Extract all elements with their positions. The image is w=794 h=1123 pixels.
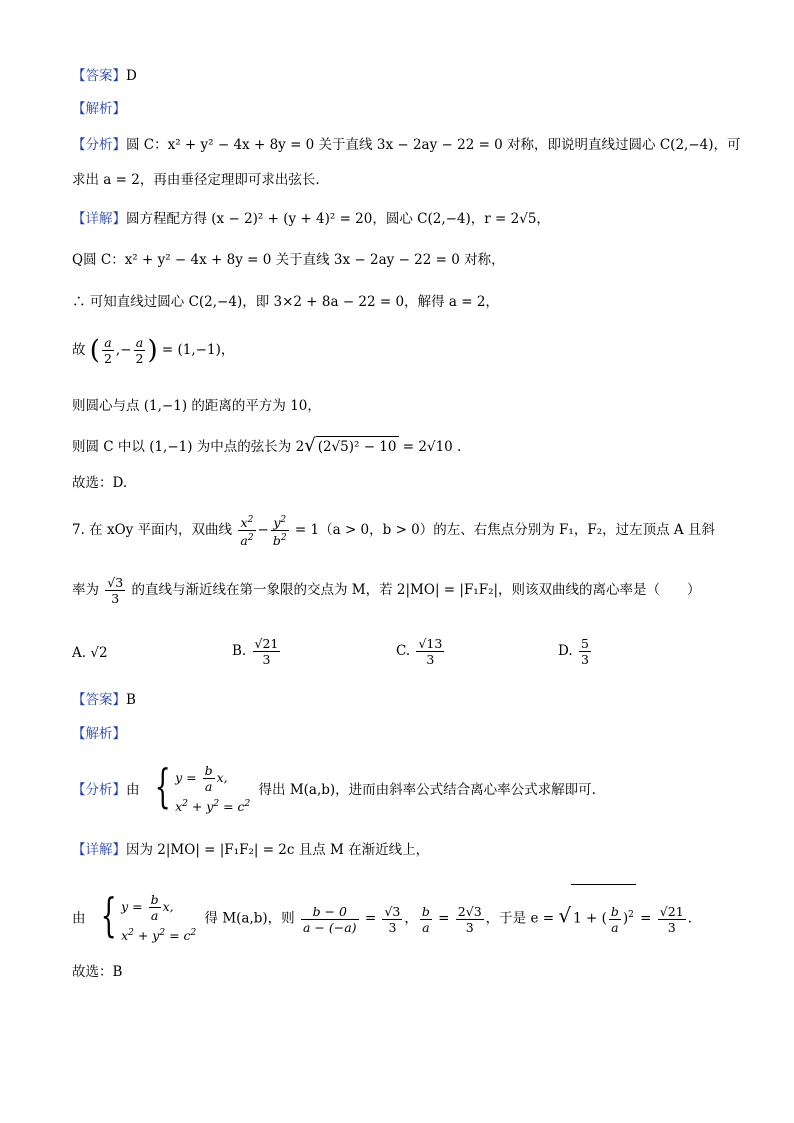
q7-detail-line1: 【详解】因为 2|MO| = |F₁F₂| = 2c 且点 M 在渐近线上， (72, 842, 430, 858)
q7-choose: 故选：B (72, 964, 123, 980)
q6-detail-line6: 则圆 C 中以 (1,−1) 为中点的弦长为 2√ (2√5)² − 10 = 2√10 . (72, 435, 462, 456)
q7-detail-line2: 由 { y = $\frac{b}{a}$ x, $x^2 + y^2 = c^2$ 得 M(a,b)，则 $\frac{b - 0}{a - (-a)}$ = $\frac{√3}{3}$ ， $\frac{b}{a}$ = $\frac{2√3}{3}$ ，于是 e = √ 1 + ( $\frac{b}{a}$ )$^2$ = $\frac{√21}{3}$ . (72, 884, 692, 944)
sqrt-expression: (2√5)² − 10 (316, 436, 399, 457)
q6-fenxi-line1: 【分析】圆 C：x² + y² − 4x + 8y = 0 关于直线 3x − 2ay − 22 = 0 对称，即说明直线过圆心 C(2,−4)，可 (72, 137, 741, 153)
q7-analysis-tag: 【解析】 (72, 726, 126, 742)
q7-fenxi-line: 【分析】由 { y = $\frac{b}{a}$ x, $x^2 + y^2 = c^2$ 得出 M(a,b)，进而由斜率公式结合离心率公式求解即可. (72, 760, 596, 820)
answer-tag: 【答案】 (72, 68, 126, 84)
answer-value: D (126, 68, 137, 84)
fraction-a-over-2: $\frac{a}{2}$ (103, 335, 112, 366)
q6-detail-line2: Q圆 C：x² + y² − 4x + 8y = 0 关于直线 3x − 2ay − 22 = 0 对称， (72, 252, 505, 268)
option-a[interactable]: A. √2 (72, 645, 108, 661)
q6-fenxi-line2: 求出 a = 2，再由垂径定理即可求出弦长. (72, 172, 320, 188)
equation-system: { y = $\frac{b}{a}$ x, $x^2 + y^2 = c^2$ (154, 759, 251, 815)
fraction-x2-a2: $\frac{x^2}{a^2}$ (240, 514, 254, 549)
q6-detail-line1: 【详解】圆方程配方得 (x − 2)² + (y + 4)² = 20，圆心 C(2,−4)，r = 2√5， (72, 211, 550, 227)
fraction-y2-b2: $\frac{y^2}{b^2}$ (272, 514, 287, 549)
option-c[interactable]: C. $\frac{√13}{3}$ (396, 636, 443, 667)
q6-detail-line3: ∴ 可知直线过圆心 C(2,−4)，即 3×2 + 8a − 22 = 0，解得 a = 2， (72, 294, 499, 310)
q7-stem-line1: 7. 在 xOy 平面内，双曲线 $\frac{x^2}{a^2}$ − $\frac{y^2}{b^2}$ = 1（a > 0，b > 0）的左、右焦点分别为 F₁，F₂，过左顶点 A 且斜 (72, 514, 715, 549)
option-b[interactable]: B. $\frac{√21}{3}$ (232, 636, 279, 667)
fraction-sqrt3-3: $\frac{√3}{3}$ (107, 575, 124, 606)
q6-detail-line5: 则圆心与点 (1,−1) 的距离的平方为 10， (72, 398, 321, 414)
option-d[interactable]: D. $\frac{5}{3}$ (558, 636, 589, 667)
q6-detail-line4: 故 ( $\frac{a}{2}$ ,− $\frac{a}{2}$ ) = (1,−1)， (72, 335, 235, 366)
q6-analysis-tag: 【解析】 (72, 101, 126, 117)
q7-answer-line: 【答案】B (72, 692, 136, 708)
q6-answer-line (72, 66, 137, 86)
q7-stem-line2: 率为 $\frac{√3}{3}$ 的直线与渐近线在第一象限的交点为 M，若 2|MO| = |F₁F₂|，则该双曲线的离心率是（ ） (72, 575, 701, 606)
fraction-a-over-2-neg: $\frac{a}{2}$ (135, 335, 144, 366)
q6-choose: 故选：D. (72, 475, 128, 491)
equation-system-2: { y = $\frac{b}{a}$ x, $x^2 + y^2 = c^2$ (100, 887, 197, 944)
